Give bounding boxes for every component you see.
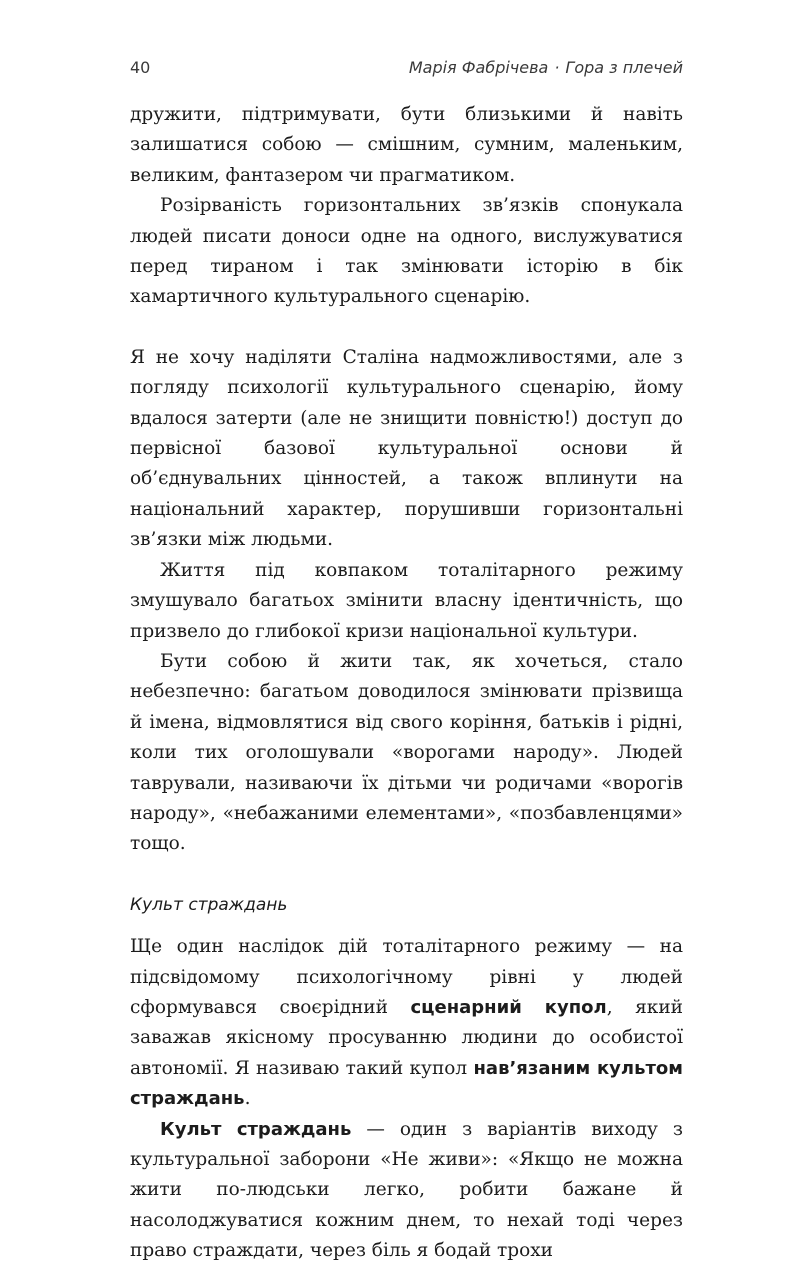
paragraph-1: дружити, підтримувати, бути близькими й навіть залишатися собою — смішним, сумним, маленьким, великим, фантазером чи прагматиком. (130, 104, 683, 186)
section-subheading: Культ страждань (130, 894, 288, 915)
author-name: Марія Фабрічева (408, 58, 549, 77)
paragraph-5: Бути собою й жити так, як хочеться, стало небезпечно: багатьом доводилося змінювати прізвища й імена, відмовлятися від свого коріння, батьків і рідні, коли тих оголошували «ворогами народу». Людей таврували, називаючи їх дітьми чи родичами «ворогів народу», «небажаними елементами», «позбавленцями» тощо. (130, 650, 683, 855)
book-title: Гора з плечей (565, 58, 683, 77)
body-text (130, 100, 683, 1267)
paragraph-3: Я не хочу наділяти Сталіна надможливостями, але з погляду психології культурального сценарію, йому вдалося затерти (але не знищити повністю!) доступ до первісної базової культуральної основи й об’єднувальних цінностей, а також вплинути на національний характер, порушивши горизонтальні зв’язки між людьми. (130, 346, 683, 551)
running-head (409, 58, 683, 77)
page-number: 40 (130, 58, 151, 77)
paragraph-2: Розірваність горизонтальних зв’язків спонукала людей писати доноси одне на одного, вислужуватися перед тираном і так змінювати історію в бік хамартичного культурального сценарію. (130, 195, 683, 308)
term-cult-of-suffering: Культ страждань (160, 1118, 352, 1140)
page-header (130, 58, 683, 84)
book-page (130, 0, 684, 1262)
paragraph-6-text-d: . (244, 1088, 251, 1110)
paragraph-4: Життя під ковпаком тоталітарного режиму змушувало багатьох змінити власну ідентичність, що призвело до глибокої кризи національної культури. (130, 559, 683, 642)
paragraph-6-text-a: Ще один наслідок дій тоталітарного режиму — на підсвідомому психологічному рівні у людей сформувався своєрідний (130, 936, 683, 1018)
paragraph-7-text: — один з варіантів виходу з культуральної заборони «Не живи»: «Якщо не можна жити по-людськи легко, робити бажане й насолоджуватися кожним днем, то нехай тоді через право страждати, через біль я бодай трохи (130, 1118, 683, 1262)
header-separator: · (554, 58, 560, 77)
paragraph-7 (130, 1115, 683, 1267)
term-scenario-dome: сценарний купол (410, 996, 607, 1018)
paragraph-6-text-c: , який заважав якісному просуванню людини до особистої автономії. Я називаю такий купол (130, 996, 684, 1079)
paragraph-6 (130, 932, 683, 1114)
term-imposed-cult: нав’язаним культом страждань (130, 1057, 683, 1110)
